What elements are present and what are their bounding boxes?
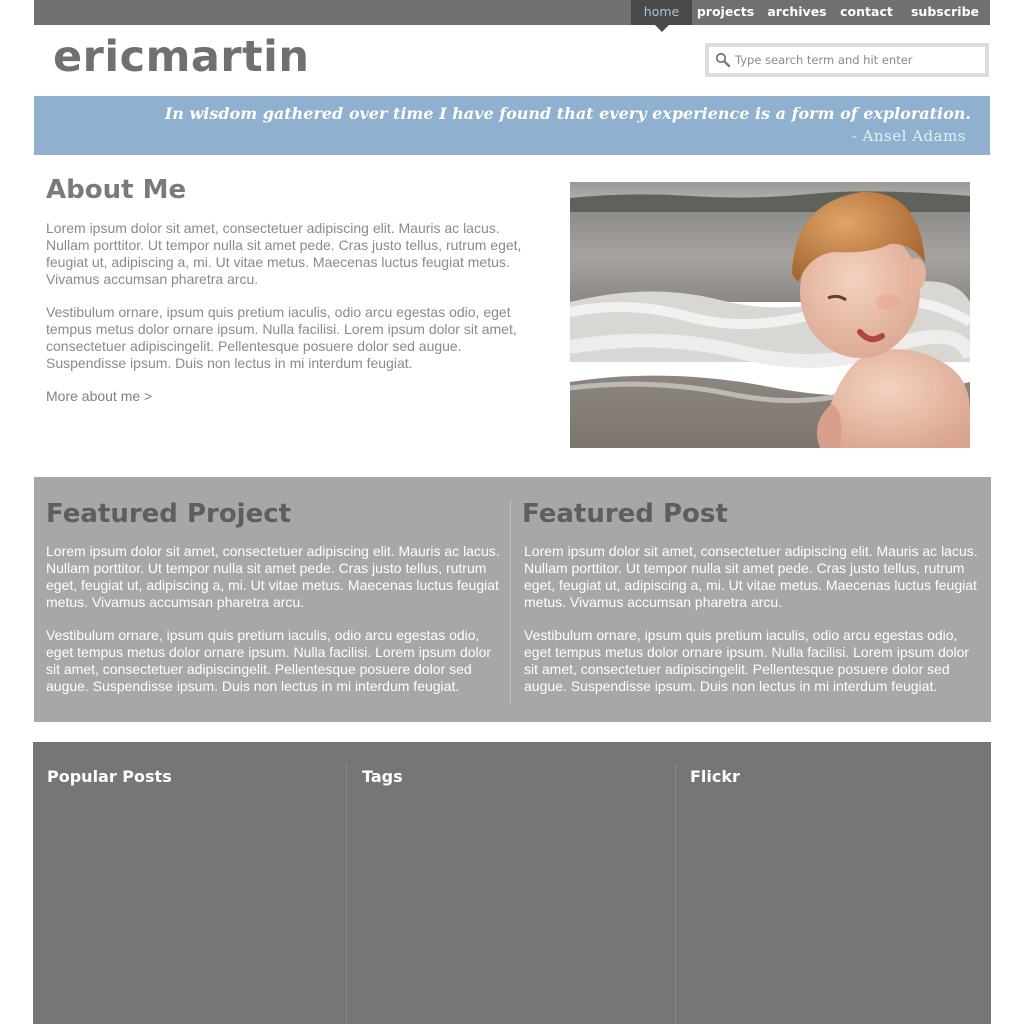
about-photo — [570, 182, 970, 448]
featured-post-paragraph-2: Vestibulum ornare, ipsum quis pretium iaculis, odio arcu egestas odio, eget tempus metus dolor ornare ipsum. Nulla facilisi. Lorem ipsum dolor sit amet, consectetuer adipiscingelit. Pellentesque posuere dolor sed augue. Suspendisse ipsum. Duis non lectus in mi interdum feugiat. — [524, 627, 970, 694]
nav-item-archives[interactable]: archives — [767, 4, 827, 19]
more-about-link[interactable]: More about me > — [46, 388, 153, 404]
quote-banner — [34, 96, 990, 155]
site-logo[interactable]: ericmartin — [53, 32, 310, 82]
about-paragraph-1: Lorem ipsum dolor sit amet, consectetuer adipiscing elit. Mauris ac lacus. Nullam porttitor. Ut tempor nulla sit amet pede. Cras justo tellus, rutrum eget, feugiat ut, adipiscing a, mi. Ut vitae metus. Maecenas luctus feugiat metus. Vivamus accumsan pharetra arcu. — [46, 220, 522, 287]
featured-post-title[interactable]: Featured Post — [522, 499, 728, 529]
search-input[interactable] — [735, 47, 975, 73]
nav-item-home[interactable]: home — [631, 0, 692, 25]
featured-project-paragraph-2: Vestibulum ornare, ipsum quis pretium iaculis, odio arcu egestas odio, eget tempus metus dolor ornare ipsum. Nulla facilisi. Lorem ipsum dolor sit amet, consectetuer adipiscingelit. Pellentesque posuere dolor sed augue. Suspendisse ipsum. Duis non lectus in mi interdum feugiat. — [46, 627, 492, 694]
footer-divider-1 — [346, 764, 347, 1024]
search-box — [705, 43, 989, 77]
featured-section — [34, 477, 991, 722]
top-nav-bar — [34, 0, 990, 25]
featured-project-title[interactable]: Featured Project — [46, 499, 292, 529]
about-paragraph-2: Vestibulum ornare, ipsum quis pretium iaculis, odio arcu egestas odio, eget tempus metus dolor ornare ipsum. Nulla facilisi. Lorem ipsum dolor sit amet, consectetuer adipiscingelit. Pellentesque posuere dolor sed augue. Suspendisse ipsum. Duis non lectus in mi interdum feugiat. — [46, 304, 517, 371]
nav-item-projects[interactable]: projects — [696, 4, 755, 19]
nav-item-subscribe[interactable]: subscribe — [910, 4, 979, 19]
footer — [33, 742, 991, 1024]
featured-project-paragraph-1: Lorem ipsum dolor sit amet, consectetuer adipiscing elit. Mauris ac lacus. Nullam porttitor. Ut tempor nulla sit amet pede. Cras justo tellus, rutrum eget, feugiat ut, adipiscing a, mi. Ut vitae metus. Maecenas luctus feugiat metus. Vivamus accumsan pharetra arcu. — [46, 543, 500, 610]
nav-item-contact[interactable]: contact — [840, 4, 893, 19]
footer-divider-2 — [675, 764, 676, 1024]
footer-flickr-title: Flickr — [690, 767, 740, 786]
about-title: About Me — [46, 175, 187, 205]
search-icon — [715, 52, 731, 68]
quote-author: - Ansel Adams — [851, 127, 966, 145]
footer-tags-title: Tags — [362, 767, 403, 786]
footer-popular-posts-title: Popular Posts — [47, 767, 172, 786]
featured-divider — [510, 499, 511, 704]
main-nav — [631, 0, 990, 25]
search-field-container — [709, 47, 985, 73]
featured-post-paragraph-1: Lorem ipsum dolor sit amet, consectetuer adipiscing elit. Mauris ac lacus. Nullam porttitor. Ut tempor nulla sit amet pede. Cras justo tellus, rutrum eget, feugiat ut, adipiscing a, mi. Ut vitae metus. Maecenas luctus feugiat metus. Vivamus accumsan pharetra arcu. — [524, 543, 978, 610]
quote-text: In wisdom gathered over time I have found that every experience is a form of exploration. — [164, 104, 971, 123]
